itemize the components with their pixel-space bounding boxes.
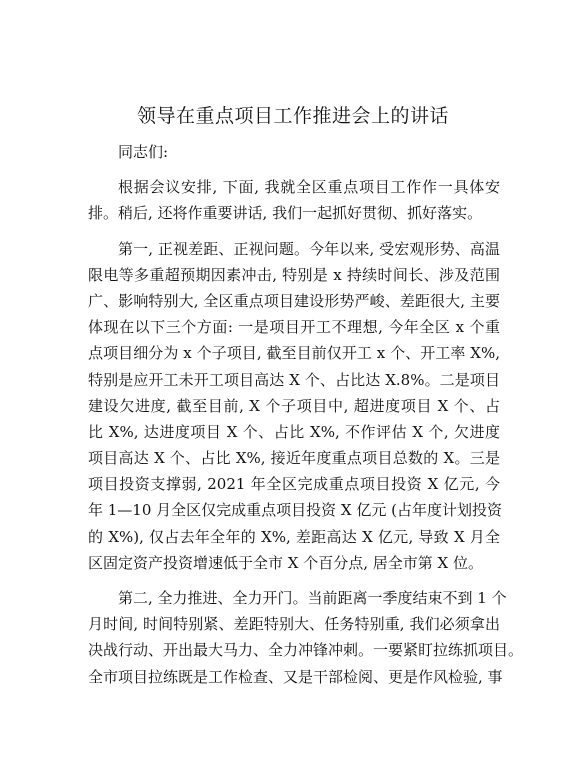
document-body [88, 139, 524, 690]
paragraph-line: 广、影响特别大, 全区重点项目建设形势严峻、差距很大, 主要 [88, 291, 500, 310]
paragraph-line: 年 1—10 月全区仅完成重点项目投资 X 亿元 (占年度计划投资 [88, 501, 503, 520]
paragraph-line: 的 X%), 仅占去年全年的 X%, 差距高达 X 亿元, 导致 X 月全 [88, 527, 500, 546]
paragraph-line: 根据会议安排, 下面, 我就全区重点项目工作作一具体安 [118, 178, 500, 197]
paragraph-line: 第二, 全力推进、全力开门。当前距离一季度结束不到 1 个 [118, 589, 507, 607]
paragraph-line: 排。稍后, 还将作重要讲话, 我们一起抓好贯彻、抓好落实。 [88, 204, 483, 223]
paragraph-2 [88, 236, 503, 576]
paragraph-line: 全市项目拉练既是工作检查、又是干部检阅、更是作风检验, 事 [88, 667, 503, 686]
paragraph-line: 限电等多重超预期因素冲击, 特别是 x 持续时间长、涉及范围 [88, 265, 500, 284]
document-title: 领导在重点项目工作推进会上的讲话 [136, 105, 449, 127]
paragraph-line: 月时间, 时间特别紧、差距特别大、任务特别重, 我们必须拿出 [88, 615, 500, 634]
salutation: 同志们: [118, 143, 169, 161]
paragraph-line: 比 X%, 达进度项目 X 个、占比 X%, 不作评估 X 个, 欠进度 [88, 422, 500, 441]
paragraph-line: 决战行动、开出最大马力、全力冲锋冲刺。一要紧盯拉练抓项目。 [88, 641, 524, 660]
paragraph-line: 建设欠进度, 截至目前, X 个子项目中, 超进度项目 X 个、占 [88, 396, 500, 415]
paragraph-line: 点项目细分为 x 个子项目, 截至目前仅开工 x 个、开工率 X%, [88, 344, 500, 363]
paragraph-line: 体现在以下三个方面: 一是项目开工不理想, 今年全区 x 个重 [88, 318, 500, 337]
paragraph-3 [88, 585, 524, 690]
paragraph-line: 项目投资支撑弱, 2021 年全区完成重点项目投资 X 亿元, 今 [88, 475, 500, 494]
paragraph-1 [88, 174, 500, 226]
paragraph-line: 特别是应开工未开工项目高达 X 个、占比达 X.8%。二是项目 [88, 370, 500, 389]
paragraph-line: 区固定资产投资增速低于全市 X 个百分点, 居全市第 X 位。 [88, 553, 483, 572]
paragraph-line: 项目高达 X 个、占比 X%, 接近年度重点项目总数的 X。三是 [88, 449, 500, 468]
paragraph-line: 第一, 正视差距、正视问题。今年以来, 受宏观形势、高温 [118, 239, 500, 258]
